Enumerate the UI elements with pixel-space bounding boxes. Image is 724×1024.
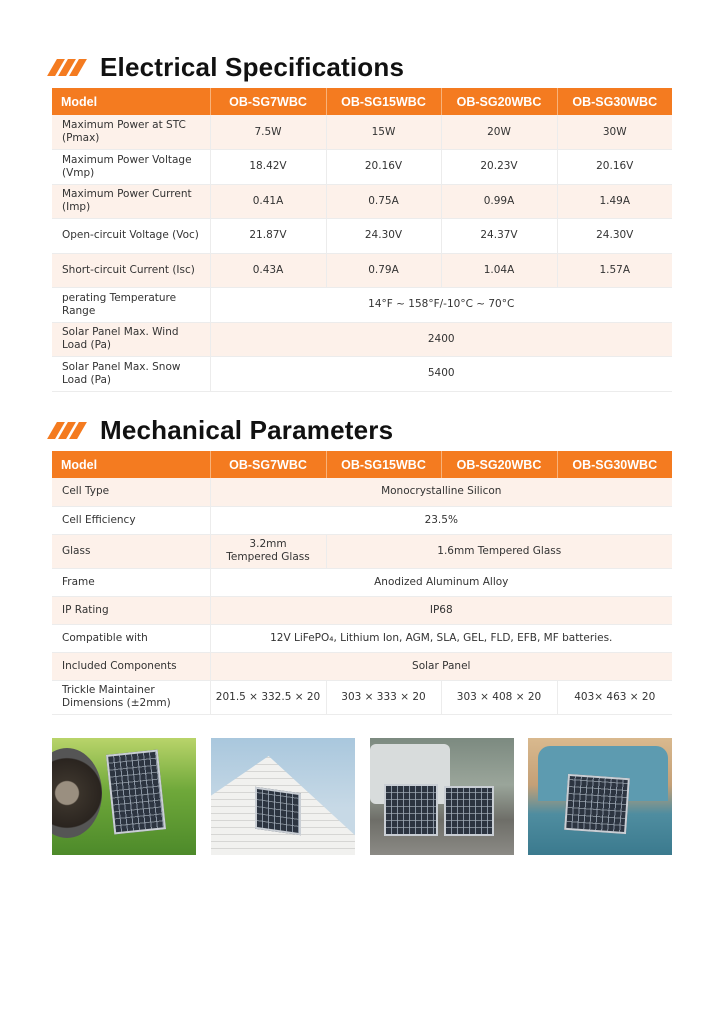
cell: 1.49A: [557, 184, 672, 219]
photo-house-wall: [211, 738, 355, 855]
product-photos: [52, 738, 672, 855]
table-row: [52, 624, 672, 652]
cell: 1.6mm Tempered Glass: [326, 534, 672, 568]
row-label: Maximum Power at STC (Pmax): [52, 115, 210, 150]
cell: Anodized Aluminum Alloy: [210, 568, 672, 596]
cell: 30W: [557, 115, 672, 150]
table-header: [52, 88, 672, 115]
table-row: [52, 680, 672, 714]
table-row: [52, 115, 672, 150]
table-row: [52, 288, 672, 323]
mechanical-section-title: [52, 415, 393, 446]
cell: 3.2mm Tempered Glass: [210, 534, 326, 568]
table-row: [52, 150, 672, 185]
section-heading: Electrical Specifications: [100, 52, 405, 82]
table-row: [52, 596, 672, 624]
table-row: [52, 506, 672, 534]
cell: 20.23V: [441, 150, 557, 185]
row-label: Solar Panel Max. Snow Load (Pa): [52, 357, 210, 392]
cell: 403× 463 × 20: [557, 680, 672, 714]
cell: 23.5%: [210, 506, 672, 534]
row-label: Maximum Power Voltage (Vmp): [52, 150, 210, 185]
cell: 14°F ~ 158°F/-10°C ~ 70°C: [210, 288, 672, 323]
photo-lawn-mower: [52, 738, 196, 855]
header-cell: OB-SG7WBC: [210, 451, 326, 478]
row-label: Compatible with: [52, 624, 210, 652]
cell: 303 × 333 × 20: [326, 680, 441, 714]
cell: 1.04A: [441, 253, 557, 288]
row-label: Solar Panel Max. Wind Load (Pa): [52, 322, 210, 357]
photo-vehicle-hood: [528, 738, 672, 855]
cell: 303 × 408 × 20: [441, 680, 557, 714]
table-row: [52, 184, 672, 219]
cell: 0.43A: [210, 253, 326, 288]
table-row: [52, 478, 672, 506]
row-label: IP Rating: [52, 596, 210, 624]
slashes-icon: [52, 422, 92, 439]
header-cell: Model: [52, 451, 210, 478]
header-cell: OB-SG20WBC: [441, 88, 557, 115]
table-row: [52, 357, 672, 392]
cell: 0.99A: [441, 184, 557, 219]
row-label: Cell Efficiency: [52, 506, 210, 534]
cell: 15W: [326, 115, 441, 150]
row-label: perating Temperature Range: [52, 288, 210, 323]
row-label: Frame: [52, 568, 210, 596]
slashes-icon: [52, 59, 92, 76]
header-cell: OB-SG30WBC: [557, 88, 672, 115]
cell: Monocrystalline Silicon: [210, 478, 672, 506]
cell: 20.16V: [557, 150, 672, 185]
table-row: [52, 322, 672, 357]
header-cell: OB-SG20WBC: [441, 451, 557, 478]
cell: 7.5W: [210, 115, 326, 150]
header-cell: Model: [52, 88, 210, 115]
cell: IP68: [210, 596, 672, 624]
table-row: [52, 253, 672, 288]
row-label: Glass: [52, 534, 210, 568]
cell: 24.30V: [557, 219, 672, 254]
table-row: [52, 534, 672, 568]
row-label: Cell Type: [52, 478, 210, 506]
electrical-section-title: [52, 52, 404, 83]
cell: 2400: [210, 322, 672, 357]
cell: 201.5 × 332.5 × 20: [210, 680, 326, 714]
mechanical-param-table: [52, 451, 672, 715]
row-label: Maximum Power Current (Imp): [52, 184, 210, 219]
cell: 18.42V: [210, 150, 326, 185]
row-label: Included Components: [52, 652, 210, 680]
header-cell: OB-SG30WBC: [557, 451, 672, 478]
cell: 0.41A: [210, 184, 326, 219]
photo-campsite: [370, 738, 514, 855]
cell: Solar Panel: [210, 652, 672, 680]
table-row: [52, 568, 672, 596]
header-cell: OB-SG15WBC: [326, 88, 441, 115]
header-cell: OB-SG7WBC: [210, 88, 326, 115]
table-header: [52, 451, 672, 478]
section-heading: Mechanical Parameters: [100, 415, 394, 445]
cell: 20W: [441, 115, 557, 150]
row-label: Open-circuit Voltage (Voc): [52, 219, 210, 254]
cell: 20.16V: [326, 150, 441, 185]
electrical-spec-table: [52, 88, 672, 392]
cell: 24.37V: [441, 219, 557, 254]
cell: 12V LiFePO₄, Lithium Ion, AGM, SLA, GEL, FLD, EFB, MF batteries.: [210, 624, 672, 652]
cell: 0.75A: [326, 184, 441, 219]
cell: 5400: [210, 357, 672, 392]
cell: 21.87V: [210, 219, 326, 254]
table-row: [52, 219, 672, 254]
cell: 1.57A: [557, 253, 672, 288]
row-label: Short-circuit Current (Isc): [52, 253, 210, 288]
header-cell: OB-SG15WBC: [326, 451, 441, 478]
row-label: Trickle Maintainer Dimensions (±2mm): [52, 680, 210, 714]
table-row: [52, 652, 672, 680]
cell: 24.30V: [326, 219, 441, 254]
cell: 0.79A: [326, 253, 441, 288]
